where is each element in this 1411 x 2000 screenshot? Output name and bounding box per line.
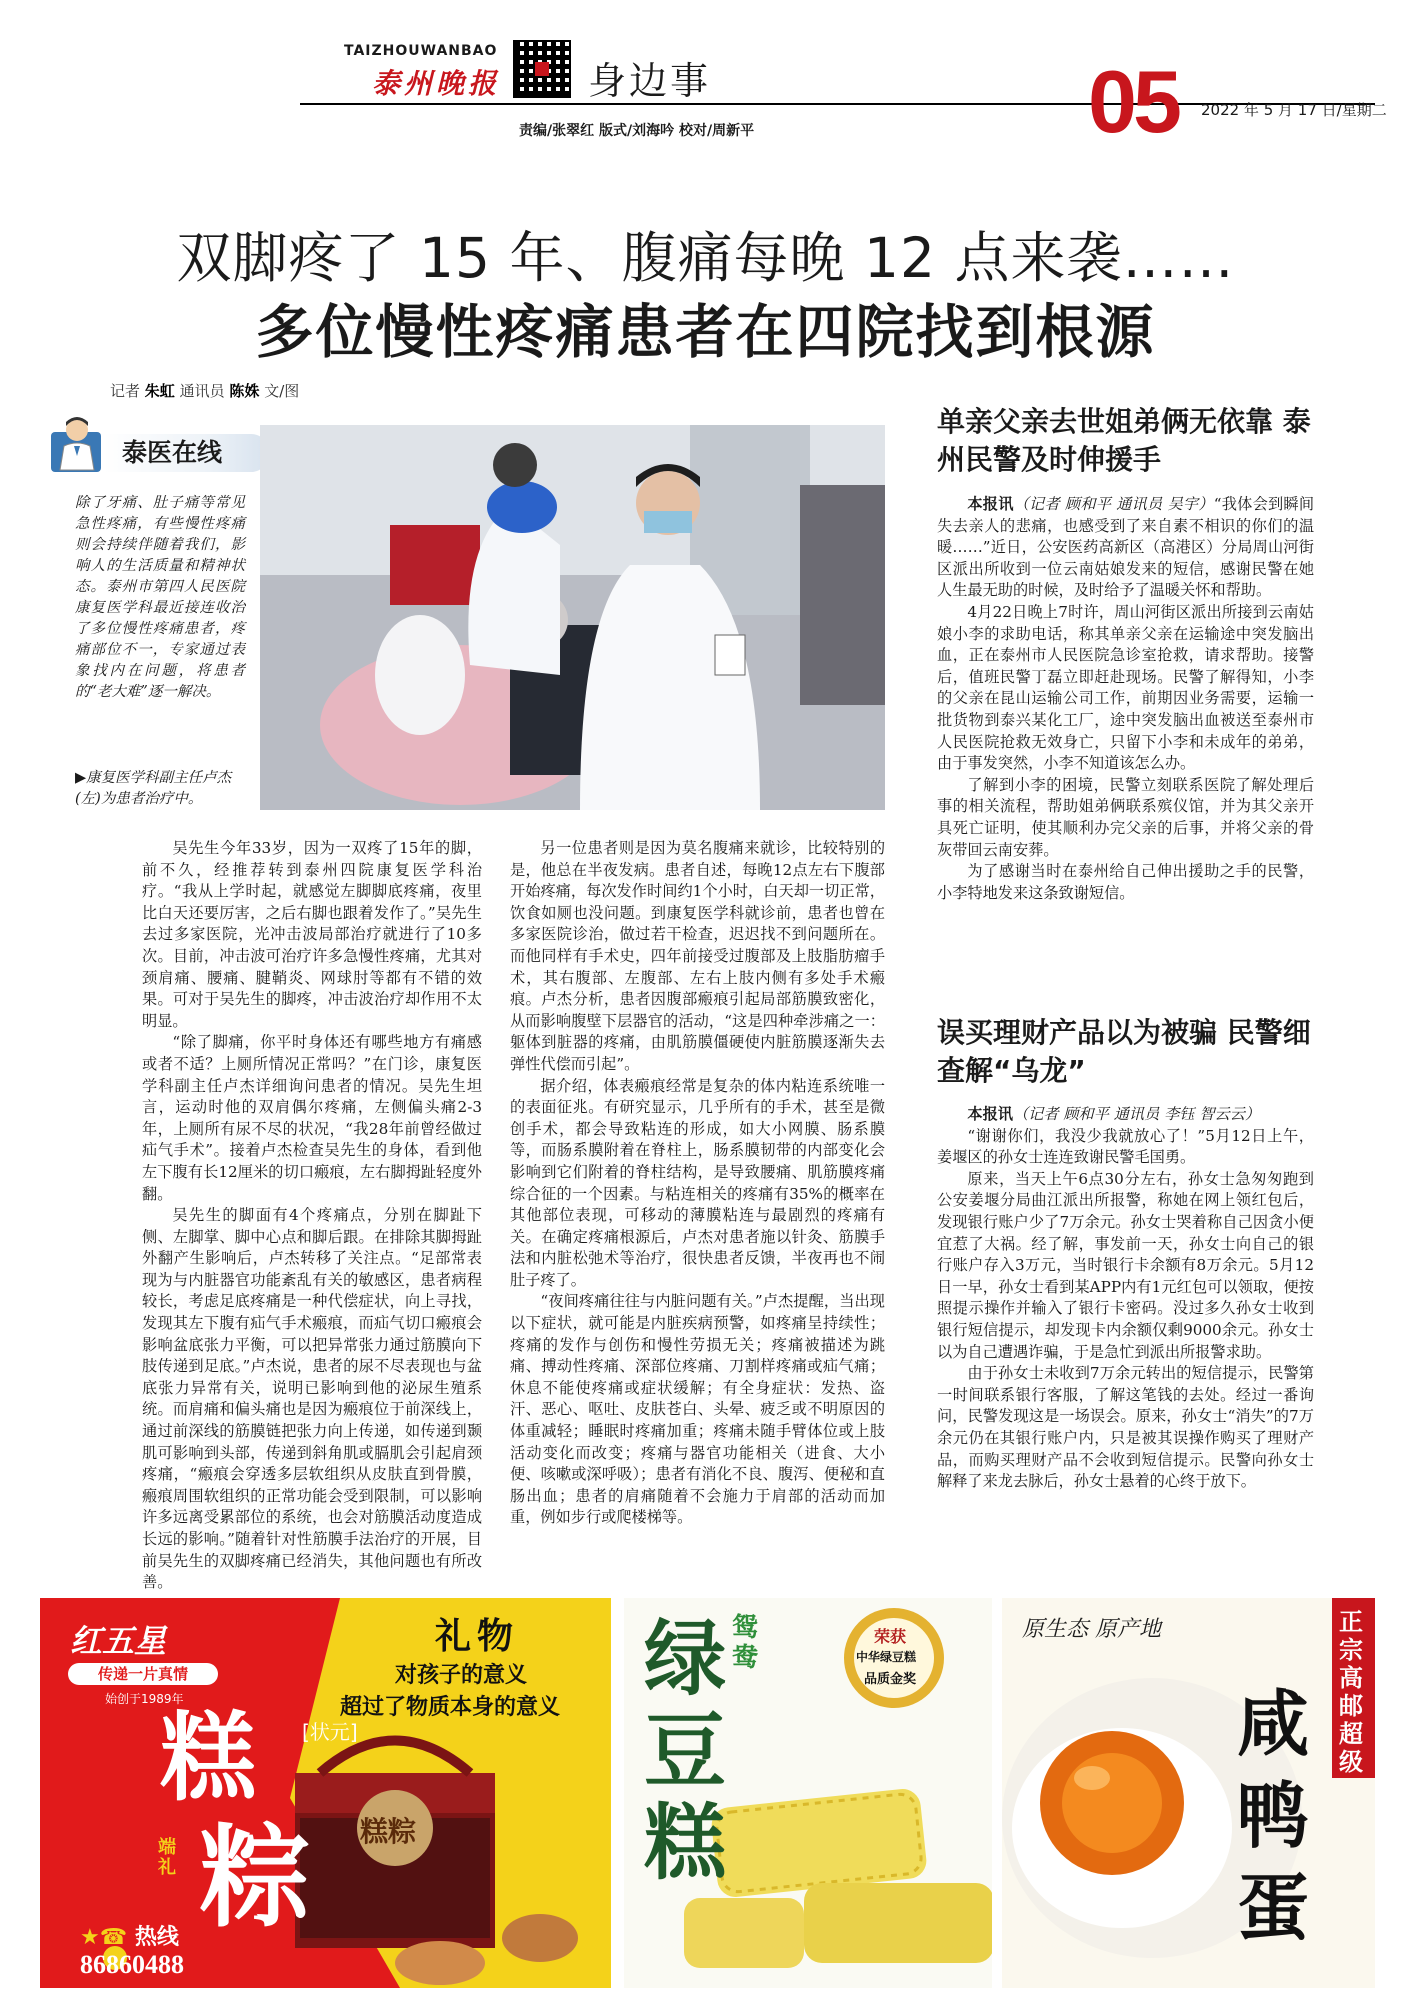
- headline-main: 多位慢性疼痛患者在四院找到根源: [255, 298, 1156, 366]
- article-paragraph: 吴先生的脚面有4个疼痛点，分别在脚趾下侧、左脚掌、脚中心点和脚后跟。在排除其脚拇趾外翻产生影响后，卢杰转移了关注点。“足部常表现为与内脏器官功能紊乱有关的敏感区，患者病程较长，考虑足底疼痛是一种代偿症状，向上寻找，发现其左下腹有疝气手术瘢痕，而疝气切口瘢痕会影响盆底张力平衡，可以把异常张力通过筋膜向下肢传递到足底。”卢杰说，患者的尿不尽表现也与盆底张力异常有关，说明已影响到他的泌尿生殖系统。而肩痛和偏头痛也是因为瘢痕位于前深线上，通过前深线的筋膜链把张力向上传递，如传递到颞肌可影响到头部，传递到斜角肌或膈肌会引起肩颈疼痛，“瘢痕会穿透多层软组织从皮肤直到骨膜，瘢痕周围软组织的正常功能会受到限制，可以影响许多远离受累部位的系统，也会对筋膜活动度造成长远的影响。”随着针对性筋膜手法治疗的开展，目前吴先生的双脚疼痛已经消失，其他问题也有所改善。: [142, 1206, 482, 1592]
- column-tag-label: 泰医在线: [104, 434, 270, 472]
- story1-paragraph: 4月22日晚上7时许，周山河街区派出所接到云南姑娘小李的求助电话，称其单亲父亲在运输途中突发脑出血，正在泰州市人民医院急诊室抢救，请求帮助。接警后，值班民警丁磊立即赶赴现场。民警了解得知，小李的父亲在昆山运输公司工作，前期因业务需要，运输一批货物到泰兴某化工厂，途中突发脑出血被送至泰州市人民医院抢救无效身亡，只留下小李和未成年的弟弟，由于事发突然，小李不知道该怎么办。: [937, 602, 1314, 773]
- story1-lead-credit: （记者 顾和平 通讯员 吴宇）: [1013, 495, 1214, 513]
- newspaper-logo: 泰州晚报: [372, 67, 501, 100]
- editor-credits: 责编/张翠红 版式/刘海吟 校对/周新平: [519, 123, 755, 139]
- ad1-gift-line1: 对孩子的意义: [395, 1662, 528, 1688]
- article-column-a: [142, 838, 482, 1594]
- article-paragraph: 吴先生今年33岁，因为一双疼了15年的脚，前不久，经推荐转到泰州四院康复医学科治疗。“我从上学时起，就感觉左脚脚底疼痛，夜里比白天还要厉害，之后右脚也跟着发作了。”吴先生去过多家医院，光冲击波局部治疗就进行了10多次。目前，冲击波可治疗许多急慢性疼痛，尤其对颈肩痛、腰痛、腱鞘炎、网球肘等都有不错的效果。可对于吴先生的脚疼，冲击波治疗却作用不太明显。: [142, 839, 482, 1030]
- story1-lead-tag: 本报讯: [967, 495, 1014, 513]
- sidebar-story1-title: 单亲父亲去世姐弟俩无依靠 泰州民警及时伸援手: [937, 405, 1311, 476]
- ad-lvdougao[interactable]: [624, 1598, 992, 1988]
- sidebar-story2-body: [937, 1104, 1314, 1493]
- article-photo: [260, 425, 885, 810]
- ad2-award-top: 荣获: [874, 1627, 907, 1646]
- ad2-award-bottom: 品质金奖: [864, 1672, 917, 1687]
- ad1-product-big2: 粽: [200, 1813, 310, 1942]
- intro-text: 除了牙痛、肚子痛等常见急性疼痛，有些慢性疼痛则会持续伴随着我们，影响人的生活质量和精神状态。泰州市第四人民医院康复医学科最近接连收治了多位慢性疼痛患者，疼痛部位不一，专家通过表象找内在问题，将患者的“老大难”逐一解决。: [75, 495, 245, 700]
- byline-correspondent-name: 陈姝: [229, 382, 260, 400]
- phone-icon: ★☎: [80, 1925, 128, 1950]
- story2-lead: [937, 1104, 1314, 1126]
- byline-label-reporter: 记者: [110, 382, 141, 400]
- byline-label-correspondent: 通讯员: [179, 382, 225, 400]
- byline-reporter-name: 朱虹: [144, 382, 175, 400]
- byline-suffix: 文/图: [264, 382, 300, 400]
- byline: [110, 380, 299, 401]
- headline-kicker: 双脚疼了 15 年、腹痛每晚 12 点来袭……: [176, 226, 1235, 290]
- doctor-figure-icon: [48, 412, 106, 476]
- article-paragraph: 另一位患者则是因为莫名腹痛来就诊，比较特别的是，他总在半夜发病。患者自述，每晚12点左右下腹部开始疼痛，每次发作时间约1个小时，白天却一切正常，饮食如厕也没问题。到康复医学科就诊前，患者也曾在多家医院诊治，做过若干检查，迟迟找不到问题所在。而他同样有手术史，四年前接受过腹部及上肢脂肪瘤手术，其右腹部、左腹部、左右上肢内侧有多处手术瘢痕。卢杰分析，患者因腹部瘢痕引起局部筋膜致密化，从而影响腹壁下层器官的活动，“这是四种牵涉痛之一：躯体到脏器的疼痛，由肌筋膜僵硬使内脏筋膜逐渐失去弹性代偿而引起”。: [510, 839, 885, 1073]
- ad2-brand: 鸳鸯: [732, 1613, 759, 1673]
- ad3-slogan: 原生态 原产地: [1022, 1617, 1161, 1642]
- story2-lead-credit: （记者 顾和平 通讯员 李钰 智云云）: [1012, 1105, 1261, 1123]
- issue-date: 2022 年 5 月 17 日/星期二: [1201, 101, 1387, 119]
- ad1-since: 始创于1989年: [105, 1692, 184, 1706]
- ad3-badge: 正宗高邮超级: [1339, 1608, 1363, 1776]
- ad1-product-big1: 糕: [160, 1701, 256, 1814]
- photo-caption: ▶康复医学科副主任卢杰(左)为患者治疗中。: [75, 770, 232, 807]
- ad2-product: 绿豆糕: [644, 1611, 727, 1891]
- ad1-gift-title: 礼物: [435, 1615, 520, 1657]
- sidebar-story1-body: [937, 494, 1314, 904]
- ad1-box-text: 糕粽: [360, 1815, 417, 1848]
- qr-code-icon[interactable]: [513, 40, 571, 98]
- story1-paragraph: 为了感谢当时在泰州给自己伸出援助之手的民警，小李特地发来这条致谢短信。: [937, 862, 1314, 902]
- masthead-english-name: TAIZHOUWANBAO: [344, 43, 498, 59]
- story2-paragraph: 由于孙女士未收到7万余元转出的短信提示，民警第一时间联系银行客服，了解这笔钱的去处。经过一番询问，民警发现这是一场误会。原来，孙女士“消失”的7万余元仍在其银行账户内，只是被其误操作购买了理财产品，而购买理财产品不会收到短信提示。民警向孙女士解释了来龙去脉后，孙女士悬着的心终于放下。: [937, 1364, 1314, 1491]
- story2-paragraph: 原来，当天上午6点30分左右，孙女士急匆匆跑到公安姜堰分局曲江派出所报警，称她在网上领红包后，发现银行账户少了7万余元。孙女士哭着称自己因贪小便宜惹了大祸。经了解，事发前一天，孙女士向自己的银行账户存入3万元，当时银行卡余额有8万余元。5月12日一早，孙女士看到某APP内有1元红包可以领取，便按照提示操作并输入了银行卡密码。没过多久孙女士收到银行短信提示，却发现卡内余额仅剩9000余元。孙女士以为自己遭遇诈骗，于是急忙到派出所报警求助。: [937, 1169, 1314, 1361]
- article-paragraph: 据介绍，体表瘢痕经常是复杂的体内粘连系统唯一的表面征兆。有研究显示，几乎所有的手术，甚至是微创手术，都会导致粘连的形成，如大小网膜、肠系膜等，而肠系膜附着在脊柱上，肠系膜韧带的内部变化会影响到它们附着的脊柱结构，是导致腰痛、肌筋膜疼痛综合征的一个因素。与粘连相关的疼痛有35%的概率在其他部位表现，可移动的薄膜粘连与最剧烈的疼痛有关。在确定疼痛根源后，卢杰对患者施以针灸、筋膜手法和内脏松弛术等治疗，很快患者反馈，半夜再也不闹肚子疼了。: [510, 1076, 885, 1289]
- ad1-hotline-label: 热线: [134, 1925, 179, 1950]
- ad-xianyadan[interactable]: [1002, 1598, 1375, 1988]
- section-title: 身边事: [588, 59, 712, 103]
- article-paragraph: “夜间疼痛往往与内脏问题有关。”卢杰提醒，当出现以下症状，就可能是内脏疾病预警，如疼痛呈持续性；疼痛的发作与创伤和慢性劳损无关；疼痛被描述为跳痛、搏动性疼痛、深部位疼痛、刀割样疼痛或疝气痛；休息不能使疼痛或症状缓解；有全身症状：发热、盗汗、恶心、呕吐、皮肤苍白、头晕、疲乏或不明原因的体重减轻；睡眠时疼痛加重；疼痛未随手臂体位或上肢活动变化而改变；疼痛与器官功能相关（进食、大小便、咳嗽或深呼吸）；患者有消化不良、腹泻、便秘和直肠出血；患者的肩痛随着不会施力于肩部的活动而加重，例如步行或爬楼梯等。: [510, 1292, 885, 1527]
- story1-lead: [937, 494, 1314, 602]
- sidebar-story2-title: 误买理财产品以为被骗 民警细查解“乌龙”: [937, 1016, 1311, 1087]
- article-paragraph: “除了脚痛，你平时身体还有哪些地方有痛感或者不适？上厕所情况正常吗？”在门诊，康复医学科副主任卢杰详细询问患者的情况。吴先生坦言，运动时他的双肩偶尔疼痛，左侧偏头痛2-3年，上厕所有尿不尽的状况，“我28年前曾经做过疝气手术”。接着卢杰检查吴先生的身体，看到他左下腹有长12厘米的切口瘢痕，左右脚拇趾轻度外翻。: [142, 1033, 482, 1203]
- ad1-duanli: 端礼: [158, 1837, 176, 1878]
- ad1-brand: 红五星: [70, 1622, 167, 1660]
- ad3-product: 咸鸭蛋: [1237, 1681, 1310, 1950]
- ad1-slogan: 传递一片真情: [68, 1663, 218, 1685]
- ad1-hotline[interactable]: [80, 1920, 179, 1951]
- article-column-b: [510, 838, 885, 1529]
- story1-paragraph: 了解到小李的困境，民警立刻联系医院了解处理后事的相关流程，帮助姐弟俩联系殡仪馆，并为其父亲开具死亡证明，使其顺利办完父亲的后事，并将父亲的骨灰带回云南安葬。: [937, 775, 1314, 859]
- story2-paragraph: “谢谢你们，我没少我就放心了！”5月12日上午，姜堰区的孙女士连连致谢民警毛国勇。: [937, 1126, 1314, 1167]
- story1-paragraph: “我体会到瞬间失去亲人的悲痛，也感受到了来自素不相识的你们的温暖……”近日，公安医药高新区（高港区）分局周山河街区派出所收到一位云南姑娘发来的短信，感谢民警在她人生最无助的时候，及时给予了温暖关怀和帮助。: [937, 495, 1315, 600]
- ad1-product-tag-text: 状元: [309, 1720, 350, 1744]
- ad1-gift-line2: 超过了物质本身的意义: [340, 1694, 561, 1720]
- ad2-award-mid: 中华绿豆糕: [856, 1650, 917, 1664]
- ad-gaozong[interactable]: [40, 1598, 611, 1988]
- page-number: 05: [1088, 52, 1178, 151]
- ad1-hotline-number[interactable]: 86860488: [80, 1950, 184, 1979]
- ad1-product-tag: [状元]: [302, 1720, 358, 1744]
- story2-lead-tag: 本报讯: [967, 1105, 1013, 1123]
